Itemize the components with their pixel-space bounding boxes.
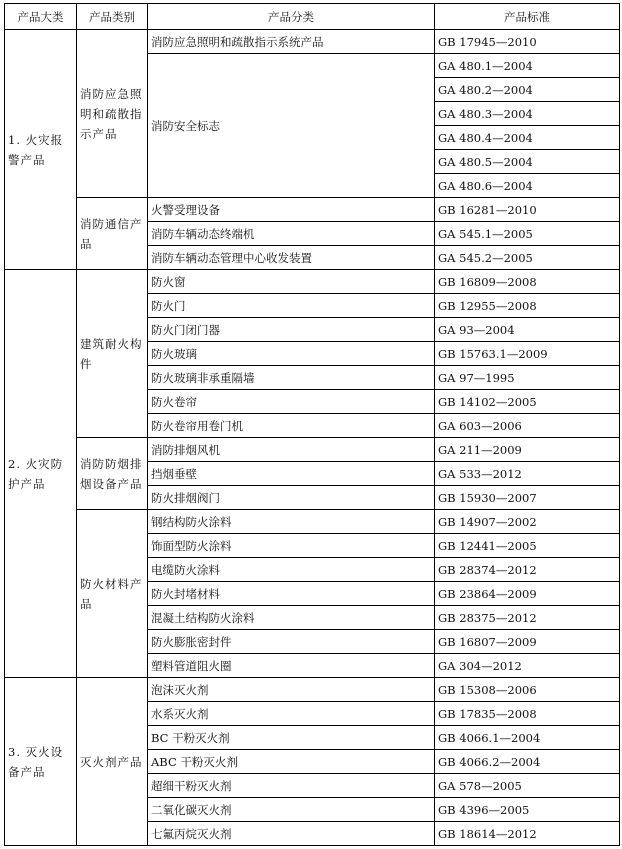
classification-cell: 防火排烟阀门 (148, 486, 435, 510)
header-classification: 产品分类 (148, 4, 435, 30)
classification-cell: 防火卷帘 (148, 390, 435, 414)
standard-cell: GA 211—2009 (435, 438, 620, 462)
classification-cell: 消防车辆动态管理中心收发装置 (148, 246, 435, 270)
standard-cell: GA 480.5—2004 (435, 150, 620, 174)
standard-cell: GA 603—2006 (435, 414, 620, 438)
classification-cell: 消防安全标志 (148, 54, 435, 198)
standard-cell: GA 480.3—2004 (435, 102, 620, 126)
classification-cell: 消防排烟风机 (148, 438, 435, 462)
classification-cell: 防火门 (148, 294, 435, 318)
standard-cell: GB 28374—2012 (435, 558, 620, 582)
category-cell: 防火材料产品 (77, 510, 148, 678)
standard-cell: GB 12441—2005 (435, 534, 620, 558)
standard-cell: GB 16281—2010 (435, 198, 620, 222)
header-major-category: 产品大类 (5, 4, 77, 30)
classification-cell: 防火窗 (148, 270, 435, 294)
table-row (5, 510, 620, 534)
classification-cell: 防火卷帘用卷门机 (148, 414, 435, 438)
standard-cell: GB 12955—2008 (435, 294, 620, 318)
table-row (5, 30, 620, 54)
product-standards-table (4, 3, 620, 846)
category-cell: 消防防烟排烟设备产品 (77, 438, 148, 510)
major-category-cell: 2. 火灾防护产品 (5, 270, 77, 678)
standard-cell: GB 15763.1—2009 (435, 342, 620, 366)
header-category: 产品类别 (77, 4, 148, 30)
category-cell: 消防应急照明和疏散指示产品 (77, 30, 148, 198)
standard-cell: GB 15930—2007 (435, 486, 620, 510)
standard-cell: GB 14102—2005 (435, 390, 620, 414)
classification-cell: 消防应急照明和疏散指示系统产品 (148, 30, 435, 54)
major-category-cell: 1. 火灾报警产品 (5, 30, 77, 270)
standard-cell: GA 480.1—2004 (435, 54, 620, 78)
standard-cell: GA 480.6—2004 (435, 174, 620, 198)
standard-cell: GA 480.2—2004 (435, 78, 620, 102)
standard-cell: GB 14907—2002 (435, 510, 620, 534)
standard-cell: GB 4066.1—2004 (435, 726, 620, 750)
standard-cell: GA 545.1—2005 (435, 222, 620, 246)
table-row (5, 678, 620, 702)
standard-cell: GB 16807—2009 (435, 630, 620, 654)
classification-cell: BC 干粉灭火剂 (148, 726, 435, 750)
standard-cell: GA 97—1995 (435, 366, 620, 390)
classification-cell: 七氟丙烷灭火剂 (148, 822, 435, 846)
classification-cell: 超细干粉灭火剂 (148, 774, 435, 798)
table-row (5, 198, 620, 222)
category-cell: 灭火剂产品 (77, 678, 148, 846)
standard-cell: GA 93—2004 (435, 318, 620, 342)
classification-cell: 消防车辆动态终端机 (148, 222, 435, 246)
standard-cell: GB 18614—2012 (435, 822, 620, 846)
classification-cell: ABC 干粉灭火剂 (148, 750, 435, 774)
classification-cell: 钢结构防火涂料 (148, 510, 435, 534)
table-row (5, 270, 620, 294)
standard-cell: GB 4066.2—2004 (435, 750, 620, 774)
classification-cell: 二氧化碳灭火剂 (148, 798, 435, 822)
standard-cell: GA 533—2012 (435, 462, 620, 486)
header-row (5, 4, 620, 30)
classification-cell: 防火玻璃非承重隔墙 (148, 366, 435, 390)
standard-cell: GB 15308—2006 (435, 678, 620, 702)
standard-cell: GB 17835—2008 (435, 702, 620, 726)
standard-cell: GB 23864—2009 (435, 582, 620, 606)
standard-cell: GB 28375—2012 (435, 606, 620, 630)
standard-cell: GA 304—2012 (435, 654, 620, 678)
classification-cell: 防火封堵材料 (148, 582, 435, 606)
category-cell: 消防通信产品 (77, 198, 148, 270)
classification-cell: 防火门闭门器 (148, 318, 435, 342)
standard-cell: GA 480.4—2004 (435, 126, 620, 150)
standard-cell: GB 4396—2005 (435, 798, 620, 822)
classification-cell: 防火膨胀密封件 (148, 630, 435, 654)
classification-cell: 饰面型防火涂料 (148, 534, 435, 558)
classification-cell: 防火玻璃 (148, 342, 435, 366)
classification-cell: 水系灭火剂 (148, 702, 435, 726)
table-row (5, 438, 620, 462)
standard-cell: GA 578—2005 (435, 774, 620, 798)
header-standard: 产品标准 (435, 4, 620, 30)
standard-cell: GB 16809—2008 (435, 270, 620, 294)
major-category-cell: 3. 灭火设备产品 (5, 678, 77, 846)
classification-cell: 挡烟垂壁 (148, 462, 435, 486)
standard-cell: GA 545.2—2005 (435, 246, 620, 270)
classification-cell: 火警受理设备 (148, 198, 435, 222)
classification-cell: 混凝土结构防火涂料 (148, 606, 435, 630)
standard-cell: GB 17945—2010 (435, 30, 620, 54)
classification-cell: 电缆防火涂料 (148, 558, 435, 582)
classification-cell: 泡沫灭火剂 (148, 678, 435, 702)
category-cell: 建筑耐火构件 (77, 270, 148, 438)
classification-cell: 塑料管道阻火圈 (148, 654, 435, 678)
